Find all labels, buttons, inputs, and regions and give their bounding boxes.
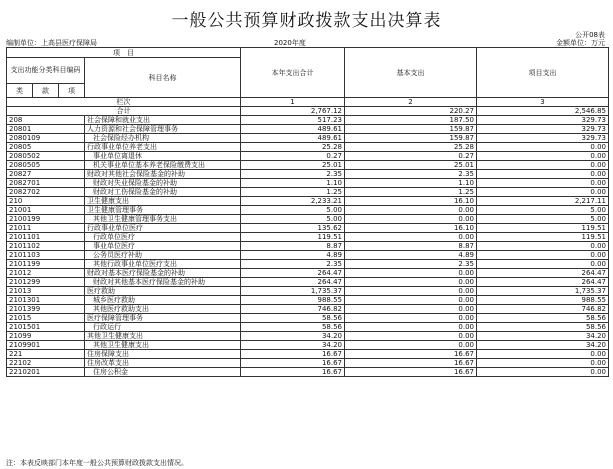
row-total-expense: 8.87 — [241, 242, 345, 251]
row-subject-name: 卫生健康支出 — [85, 197, 241, 206]
row-subject-name: 其他卫生健康支出 — [85, 341, 241, 350]
header-project-expense: 项目支出 — [477, 48, 609, 98]
table-row — [7, 242, 609, 251]
table-row — [7, 251, 609, 260]
row-total-expense: 58.56 — [241, 314, 345, 323]
row-subject-name: 事业单位医疗 — [85, 242, 241, 251]
row-basic-expense: 4.89 — [345, 251, 477, 260]
header-lanci: 栏次 — [7, 98, 241, 107]
table-row — [7, 170, 609, 179]
row-subject-name: 财政对失业保险基金的补助 — [85, 179, 241, 188]
row-total-expense: 0.27 — [241, 152, 345, 161]
table-row — [7, 188, 609, 197]
table-row — [7, 197, 609, 206]
row-total-expense: 34.20 — [241, 332, 345, 341]
row-subject-name: 机关事业单位基本养老保险缴费支出 — [85, 161, 241, 170]
row-subject-name: 住房改革支出 — [85, 359, 241, 368]
row-code: 210 — [7, 197, 85, 206]
unit-label: 编制单位：上高县医疗保障局 — [6, 39, 97, 47]
row-code: 21012 — [7, 269, 85, 278]
row-basic-expense: 2.35 — [345, 170, 477, 179]
footnote: 注：本表反映部门本年度一般公共预算财政拨款支出情况。 — [6, 459, 188, 467]
total-expense-value: 2,767.12 — [241, 107, 345, 116]
row-total-expense: 58.56 — [241, 323, 345, 332]
row-project-expense: 329.73 — [477, 125, 609, 134]
row-total-expense: 746.82 — [241, 305, 345, 314]
table-row — [7, 233, 609, 242]
row-code: 20801 — [7, 125, 85, 134]
row-code: 2101103 — [7, 251, 85, 260]
row-subject-name: 住房保障支出 — [85, 350, 241, 359]
table-row — [7, 350, 609, 359]
row-project-expense: 0.00 — [477, 179, 609, 188]
row-subject-name: 公务员医疗补助 — [85, 251, 241, 260]
table-row — [7, 269, 609, 278]
row-total-expense: 25.01 — [241, 161, 345, 170]
row-project-expense: 0.00 — [477, 368, 609, 377]
row-total-expense: 1.25 — [241, 188, 345, 197]
row-project-expense: 0.00 — [477, 350, 609, 359]
row-code: 221 — [7, 350, 85, 359]
row-basic-expense: 0.00 — [345, 269, 477, 278]
row-project-expense: 0.00 — [477, 143, 609, 152]
table-row — [7, 152, 609, 161]
table-row — [7, 314, 609, 323]
row-project-expense: 0.00 — [477, 242, 609, 251]
row-total-expense: 5.00 — [241, 215, 345, 224]
table-row — [7, 224, 609, 233]
form-code: 公开08表 — [575, 31, 605, 39]
row-basic-expense: 16.67 — [345, 359, 477, 368]
table-row — [7, 341, 609, 350]
row-project-expense: 5.00 — [477, 206, 609, 215]
header-func-code: 支出功能分类科目编码 — [7, 58, 85, 84]
table-row — [7, 359, 609, 368]
row-code: 2101101 — [7, 233, 85, 242]
row-subject-name: 社会保障和就业支出 — [85, 116, 241, 125]
header-item: 项 目 — [7, 48, 241, 58]
row-project-expense: 0.00 — [477, 170, 609, 179]
table-row — [7, 278, 609, 287]
row-project-expense: 58.56 — [477, 323, 609, 332]
row-basic-expense: 8.87 — [345, 242, 477, 251]
row-project-expense: 2,217.11 — [477, 197, 609, 206]
row-total-expense: 135.62 — [241, 224, 345, 233]
row-code: 2101301 — [7, 296, 85, 305]
row-project-expense: 1,735.37 — [477, 287, 609, 296]
row-total-expense: 4.89 — [241, 251, 345, 260]
row-subject-name: 其他行政事业单位医疗支出 — [85, 260, 241, 269]
row-project-expense: 0.00 — [477, 188, 609, 197]
row-project-expense: 329.73 — [477, 116, 609, 125]
row-basic-expense: 0.00 — [345, 314, 477, 323]
header-subject-name: 科目名称 — [85, 58, 241, 98]
row-subject-name: 行政单位医疗 — [85, 233, 241, 242]
row-basic-expense: 2.35 — [345, 260, 477, 269]
header-row-item — [7, 48, 609, 58]
table-row — [7, 125, 609, 134]
row-subject-name: 其他卫生健康管理事务支出 — [85, 215, 241, 224]
row-total-expense: 34.20 — [241, 341, 345, 350]
table-row — [7, 296, 609, 305]
header-lei: 类 — [7, 84, 33, 98]
row-project-expense: 264.47 — [477, 278, 609, 287]
header-row-lanci — [7, 98, 609, 107]
table-row — [7, 260, 609, 269]
row-project-expense: 0.00 — [477, 359, 609, 368]
row-basic-expense: 25.28 — [345, 143, 477, 152]
header-col2: 2 — [345, 98, 477, 107]
report-title: 一般公共预算财政拨款支出决算表 — [171, 11, 442, 31]
row-project-expense: 264.47 — [477, 269, 609, 278]
row-basic-expense: 16.10 — [345, 197, 477, 206]
row-basic-expense: 16.67 — [345, 368, 477, 377]
row-code: 2101399 — [7, 305, 85, 314]
row-total-expense: 489.61 — [241, 125, 345, 134]
row-total-expense: 16.67 — [241, 368, 345, 377]
row-code: 2080502 — [7, 152, 85, 161]
row-subject-name: 医疗救助 — [85, 287, 241, 296]
row-basic-expense: 1.10 — [345, 179, 477, 188]
row-project-expense: 0.00 — [477, 251, 609, 260]
row-project-expense: 0.00 — [477, 161, 609, 170]
row-code: 20827 — [7, 170, 85, 179]
row-subject-name: 行政事业单位医疗 — [85, 224, 241, 233]
table-row — [7, 305, 609, 314]
row-basic-expense: 159.87 — [345, 134, 477, 143]
header-col1: 1 — [241, 98, 345, 107]
total-label: 合计 — [7, 107, 241, 116]
row-total-expense: 988.55 — [241, 296, 345, 305]
row-basic-expense: 0.00 — [345, 278, 477, 287]
currency-label: 金额单位：万元 — [556, 39, 605, 47]
row-total-expense: 517.23 — [241, 116, 345, 125]
row-subject-name: 财政对工伤保险基金的补助 — [85, 188, 241, 197]
table-row — [7, 143, 609, 152]
row-code: 2101501 — [7, 323, 85, 332]
table-row — [7, 323, 609, 332]
table-row — [7, 206, 609, 215]
row-subject-name: 社会保险经办机构 — [85, 134, 241, 143]
row-code: 21011 — [7, 224, 85, 233]
row-code: 20805 — [7, 143, 85, 152]
row-subject-name: 医疗保障管理事务 — [85, 314, 241, 323]
table-row — [7, 116, 609, 125]
table-row — [7, 179, 609, 188]
table-row — [7, 215, 609, 224]
row-project-expense: 746.82 — [477, 305, 609, 314]
row-basic-expense: 16.67 — [345, 350, 477, 359]
row-project-expense: 329.73 — [477, 134, 609, 143]
row-subject-name: 人力资源和社会保障管理事务 — [85, 125, 241, 134]
row-code: 21099 — [7, 332, 85, 341]
row-code: 2109901 — [7, 341, 85, 350]
header-col3: 3 — [477, 98, 609, 107]
row-code: 2082701 — [7, 179, 85, 188]
row-basic-expense: 0.00 — [345, 296, 477, 305]
row-code: 21015 — [7, 314, 85, 323]
row-subject-name: 其他卫生健康支出 — [85, 332, 241, 341]
row-subject-name: 事业单位离退休 — [85, 152, 241, 161]
row-subject-name: 行政事业单位养老支出 — [85, 143, 241, 152]
header-total-expense: 本年支出合计 — [241, 48, 345, 98]
header-xiang: 项 — [59, 84, 85, 98]
row-total-expense: 16.67 — [241, 359, 345, 368]
header-kuan: 款 — [33, 84, 59, 98]
row-basic-expense: 187.50 — [345, 116, 477, 125]
row-subject-name: 财政对其他基本医疗保险基金的补助 — [85, 278, 241, 287]
total-basic-value: 220.27 — [345, 107, 477, 116]
row-subject-name: 财政对其他社会保险基金的补助 — [85, 170, 241, 179]
row-total-expense: 2.35 — [241, 260, 345, 269]
row-basic-expense: 0.00 — [345, 206, 477, 215]
row-code: 2210201 — [7, 368, 85, 377]
row-total-expense: 16.67 — [241, 350, 345, 359]
table-row — [7, 368, 609, 377]
row-code: 2100199 — [7, 215, 85, 224]
row-basic-expense: 159.87 — [345, 125, 477, 134]
row-code: 2082702 — [7, 188, 85, 197]
row-total-expense: 2,233.21 — [241, 197, 345, 206]
row-project-expense: 0.00 — [477, 152, 609, 161]
table-row — [7, 332, 609, 341]
row-code: 22102 — [7, 359, 85, 368]
row-basic-expense: 25.01 — [345, 161, 477, 170]
total-row — [7, 107, 609, 116]
row-code: 208 — [7, 116, 85, 125]
row-code: 21013 — [7, 287, 85, 296]
row-basic-expense: 0.00 — [345, 233, 477, 242]
row-project-expense: 119.51 — [477, 224, 609, 233]
row-project-expense: 988.55 — [477, 296, 609, 305]
row-total-expense: 489.61 — [241, 134, 345, 143]
row-basic-expense: 0.00 — [345, 323, 477, 332]
row-project-expense: 5.00 — [477, 215, 609, 224]
row-basic-expense: 0.00 — [345, 305, 477, 314]
row-project-expense: 0.00 — [477, 260, 609, 269]
row-basic-expense: 0.00 — [345, 341, 477, 350]
row-total-expense: 1.10 — [241, 179, 345, 188]
row-total-expense: 119.51 — [241, 233, 345, 242]
row-subject-name: 卫生健康管理事务 — [85, 206, 241, 215]
expense-table — [6, 47, 609, 377]
row-subject-name: 其他医疗救助支出 — [85, 305, 241, 314]
row-code: 21001 — [7, 206, 85, 215]
row-total-expense: 5.00 — [241, 206, 345, 215]
row-basic-expense: 0.00 — [345, 332, 477, 341]
total-project-value: 2,546.85 — [477, 107, 609, 116]
row-code: 2101102 — [7, 242, 85, 251]
row-basic-expense: 0.00 — [345, 215, 477, 224]
table-row — [7, 134, 609, 143]
row-basic-expense: 0.00 — [345, 287, 477, 296]
row-project-expense: 34.20 — [477, 341, 609, 350]
row-code: 2080109 — [7, 134, 85, 143]
row-basic-expense: 16.10 — [345, 224, 477, 233]
row-basic-expense: 0.27 — [345, 152, 477, 161]
row-basic-expense: 1.25 — [345, 188, 477, 197]
row-project-expense: 34.20 — [477, 332, 609, 341]
row-total-expense: 264.47 — [241, 269, 345, 278]
row-code: 2080505 — [7, 161, 85, 170]
row-code: 2101199 — [7, 260, 85, 269]
row-project-expense: 58.56 — [477, 314, 609, 323]
header-basic-expense: 基本支出 — [345, 48, 477, 98]
table-row — [7, 287, 609, 296]
row-subject-name: 住房公积金 — [85, 368, 241, 377]
row-subject-name: 行政运行 — [85, 323, 241, 332]
row-total-expense: 2.35 — [241, 170, 345, 179]
row-project-expense: 119.51 — [477, 233, 609, 242]
row-total-expense: 25.28 — [241, 143, 345, 152]
year-label: 2020年度 — [274, 39, 306, 47]
row-code: 2101299 — [7, 278, 85, 287]
row-total-expense: 1,735.37 — [241, 287, 345, 296]
row-subject-name: 财政对基本医疗保险基金的补助 — [85, 269, 241, 278]
row-total-expense: 264.47 — [241, 278, 345, 287]
row-subject-name: 城乡医疗救助 — [85, 296, 241, 305]
table-row — [7, 161, 609, 170]
